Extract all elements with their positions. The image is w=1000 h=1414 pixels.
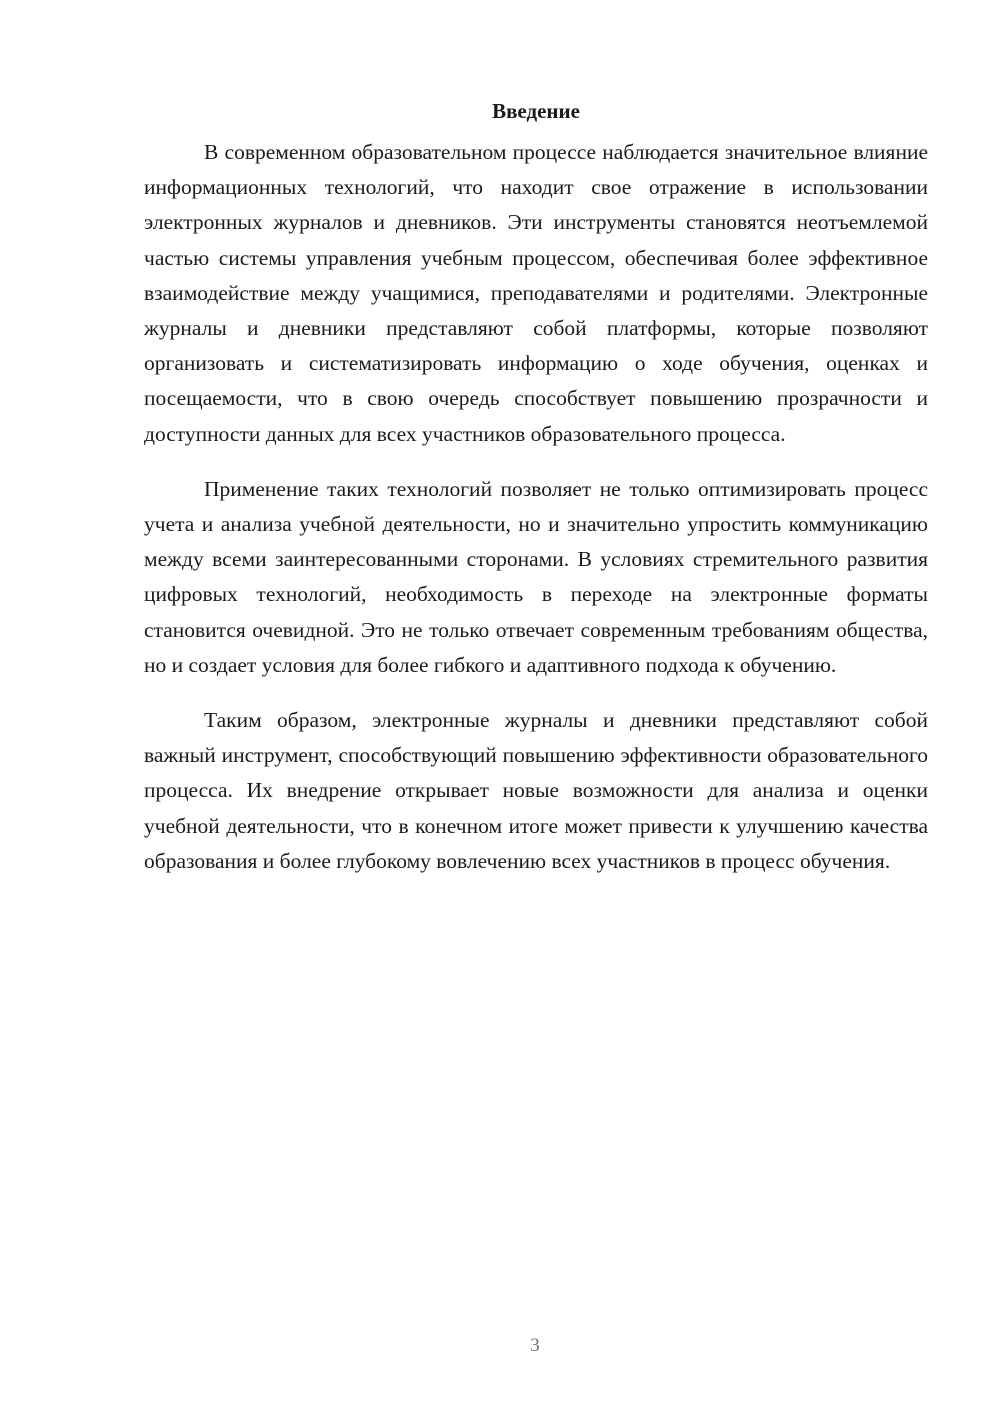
paragraph-2: Применение таких технологий позволяет не только оптимизировать процесс учета и анализа учебной деятельности, но и значительно упростить коммуникацию между всеми заинтересованными сторонами. В условиях стремительного развития цифровых технологий, необходимость в переходе на электронные форматы становится очевидной. Это не только отвечает современным требованиям общества, но и создает условия для более гибкого и адаптивного подхода к обучению. xyxy=(144,476,928,677)
page-number: 3 xyxy=(530,1335,540,1356)
paragraph-3: Таким образом, электронные журналы и дневники представляют собой важный инструмент, способствующий повышению эффективности образовательного процесса. Их внедрение открывает новые возможности для анализа и оценки учебной деятельности, что в конечном итоге может привести к улучшению качества образования и более глубокому вовлечению всех участников в процесс обучения. xyxy=(144,708,928,873)
page-content xyxy=(144,96,928,899)
paragraph-1: В современном образовательном процессе наблюдается значительное влияние информационных технологий, что находит свое отражение в использовании электронных журналов и дневников. Эти инструменты становятся неотъемлемой частью системы управления учебным процессом, обеспечивая более эффективное взаимодействие между учащимися, преподавателями и родителями. Электронные журналы и дневники представляют собой платформы, которые позволяют организовать и систематизировать информацию о ходе обучения, оценках и посещаемости, что в свою очередь способствует повышению прозрачности и доступности данных для всех участников образовательного процесса. xyxy=(144,140,928,446)
section-heading: Введение xyxy=(492,99,580,123)
